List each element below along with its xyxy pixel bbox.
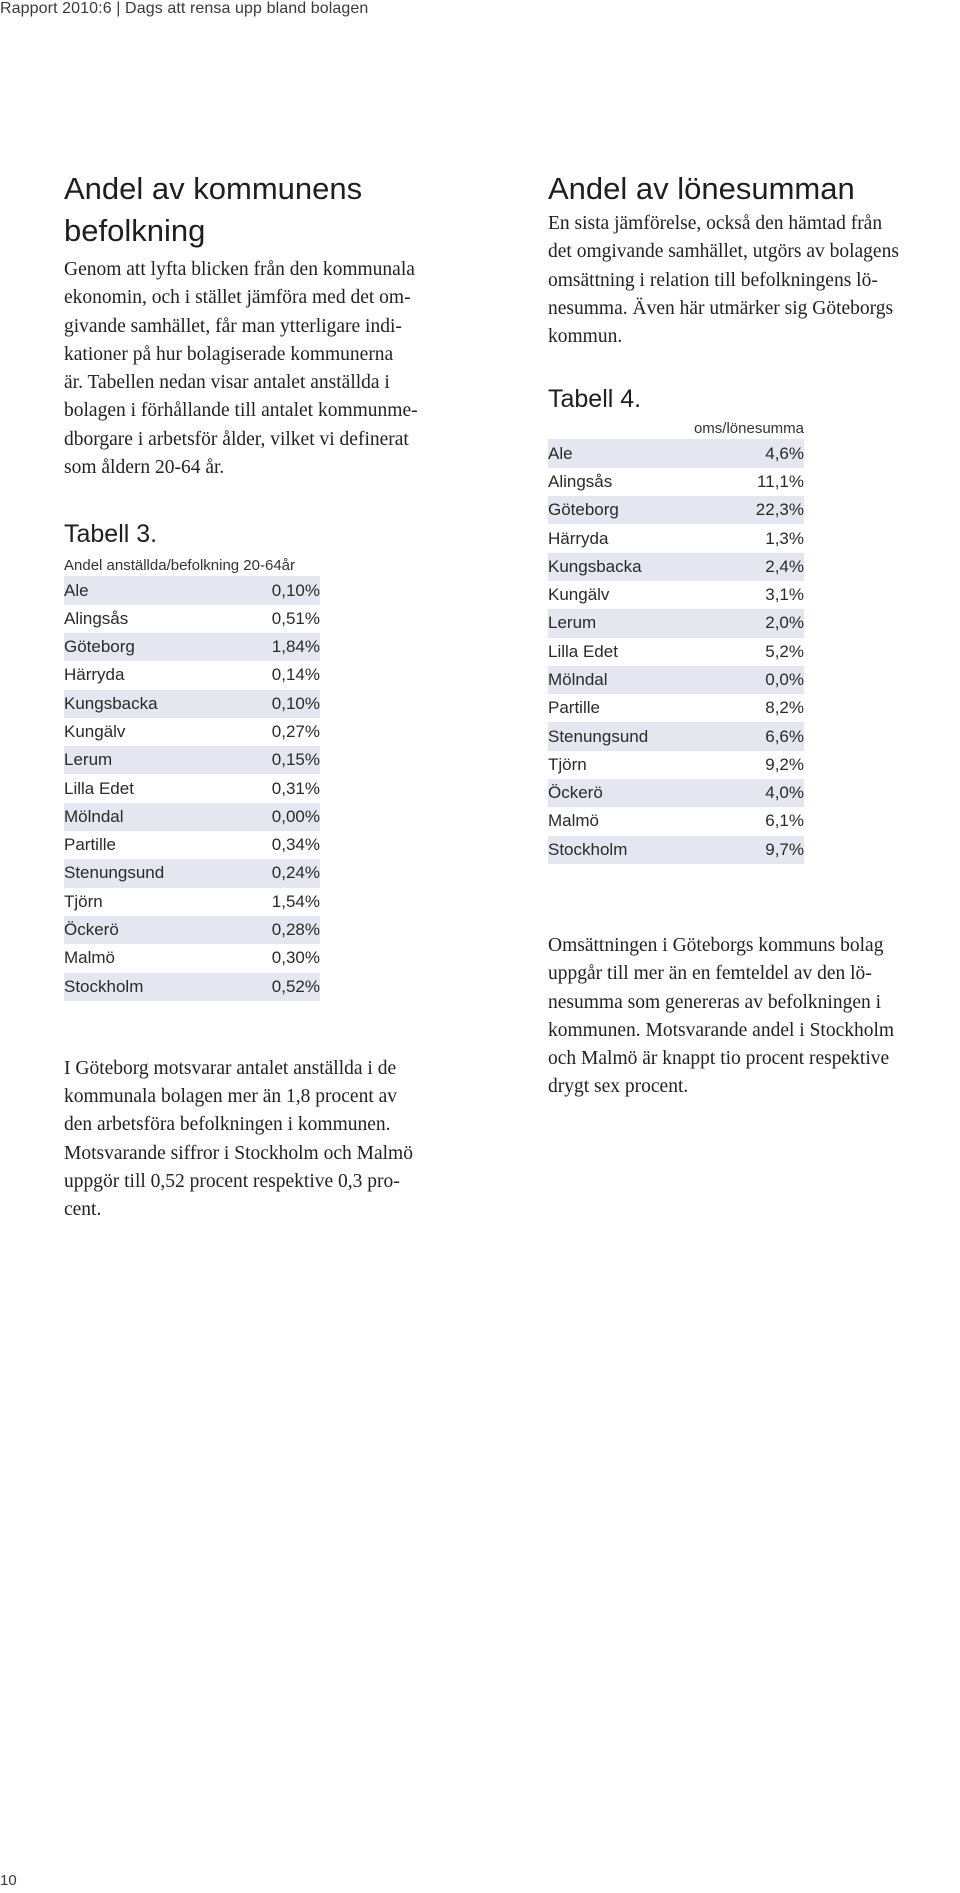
intro-paragraph-right xyxy=(548,210,948,351)
municipality-cell: Stockholm xyxy=(548,836,708,864)
text-line: kommunen. Motsvarande andel i Stockholm xyxy=(548,1019,895,1041)
text-line: cent. xyxy=(64,1199,102,1221)
value-cell: 0,24% xyxy=(224,859,320,887)
value-cell: 0,30% xyxy=(271,948,320,968)
table-row xyxy=(548,666,804,694)
text-line: En sista jämförelse, också den hämtad från xyxy=(548,213,883,234)
value-cell: 11,1% xyxy=(757,471,804,491)
value-cell: 0,34% xyxy=(271,835,320,855)
left-column xyxy=(64,168,484,1225)
table-row xyxy=(64,605,320,633)
municipality-cell: Partille xyxy=(548,698,600,718)
value-cell: 0,51% xyxy=(271,608,320,628)
table-row xyxy=(548,524,804,552)
value-cell: 6,1% xyxy=(765,811,804,831)
table-row xyxy=(548,779,804,807)
table-3 xyxy=(64,576,320,1000)
municipality-cell: Alingsås xyxy=(64,608,129,628)
value-cell: 0,10% xyxy=(224,576,320,604)
municipality-cell: Kungsbacka xyxy=(548,553,708,581)
table-4-title: Tabell 4. xyxy=(548,385,642,414)
municipality-cell: Ale xyxy=(548,439,708,467)
table-row xyxy=(64,916,320,944)
municipality-cell: Malmö xyxy=(548,811,600,831)
table-row xyxy=(64,661,320,689)
municipality-cell: Öckerö xyxy=(548,779,708,807)
text-line: Genom att lyfta blicken från den kommunala xyxy=(64,259,415,280)
table-4-caption: oms/lönesumma xyxy=(693,420,804,438)
table-row xyxy=(64,690,320,718)
municipality-cell: Stenungsund xyxy=(64,859,224,887)
municipality-cell: Alingsås xyxy=(548,471,613,491)
table-row xyxy=(548,553,804,581)
text-line: givande samhället, får man ytterligare indi- xyxy=(64,315,402,337)
municipality-cell: Kungälv xyxy=(548,585,610,605)
text-line: I Göteborg motsvarar antalet anställda i de xyxy=(64,1057,397,1079)
value-cell: 8,2% xyxy=(765,698,804,718)
value-cell: 3,1% xyxy=(765,585,804,605)
page-number: 10 xyxy=(0,1872,17,1889)
table-row xyxy=(64,803,320,831)
value-cell: 2,4% xyxy=(708,553,804,581)
value-cell: 4,6% xyxy=(708,439,804,467)
closing-paragraph-right xyxy=(548,932,948,1102)
text-line: drygt sex procent. xyxy=(548,1076,689,1098)
table-row xyxy=(64,888,320,916)
table-row xyxy=(548,439,804,467)
table-row xyxy=(548,496,804,524)
text-line: nesumma som genereras av befolkningen i xyxy=(548,991,882,1013)
text-line: uppgår till mer än en femteldel av den lö- xyxy=(548,963,872,985)
table-row xyxy=(548,638,804,666)
table-row xyxy=(548,751,804,779)
value-cell: 5,2% xyxy=(765,641,804,661)
table-row xyxy=(64,859,320,887)
value-cell: 9,2% xyxy=(765,754,804,774)
value-cell: 1,3% xyxy=(765,528,804,548)
municipality-cell: Malmö xyxy=(64,948,116,968)
municipality-cell: Härryda xyxy=(64,665,125,685)
table-row xyxy=(64,973,320,1001)
text-line: är. Tabellen nedan visar antalet anställda i xyxy=(64,372,390,394)
municipality-cell: Göteborg xyxy=(64,633,224,661)
table-row xyxy=(548,609,804,637)
text-line: det omgivande samhället, utgörs av bolagens xyxy=(548,241,899,263)
text-line: bolagen i förhållande till antalet kommunme- xyxy=(64,400,418,422)
municipality-cell: Härryda xyxy=(548,528,609,548)
municipality-cell: Tjörn xyxy=(548,754,587,774)
municipality-cell: Stenungsund xyxy=(548,722,708,750)
municipality-cell: Mölndal xyxy=(64,803,224,831)
value-cell: 0,27% xyxy=(271,722,320,741)
municipality-cell: Partille xyxy=(64,835,116,855)
value-cell: 9,7% xyxy=(708,836,804,864)
value-cell: 1,84% xyxy=(224,633,320,661)
section-heading-lonesumman: Andel av lönesumman xyxy=(548,171,855,206)
text-line: kommunala bolagen mer än 1,8 procent av xyxy=(64,1086,398,1108)
value-cell: 0,31% xyxy=(271,778,320,798)
intro-paragraph-left xyxy=(64,256,484,482)
municipality-cell: Göteborg xyxy=(548,496,708,524)
municipality-cell: Mölndal xyxy=(548,666,708,694)
right-column xyxy=(548,168,948,1102)
value-cell: 0,15% xyxy=(224,746,320,774)
municipality-cell: Lilla Edet xyxy=(548,641,618,661)
section-heading-befolkning: Andel av kommunens befolkning xyxy=(64,171,363,248)
value-cell: 6,6% xyxy=(708,722,804,750)
text-line: kationer på hur bolagiserade kommunerna xyxy=(64,343,394,365)
municipality-cell: Tjörn xyxy=(64,891,103,911)
table-row xyxy=(548,581,804,609)
value-cell: 2,0% xyxy=(708,609,804,637)
value-cell: 4,0% xyxy=(708,779,804,807)
text-line: som åldern 20-64 år. xyxy=(64,457,225,479)
municipality-cell: Lerum xyxy=(64,746,224,774)
table-row xyxy=(64,718,320,746)
table-3-title: Tabell 3. xyxy=(64,520,158,549)
value-cell: 0,28% xyxy=(224,916,320,944)
municipality-cell: Kungälv xyxy=(64,722,126,741)
value-cell: 0,52% xyxy=(224,973,320,1001)
text-line: kommun. xyxy=(548,326,623,348)
table-row xyxy=(64,746,320,774)
text-line: uppgör till 0,52 procent respektive 0,3 pro- xyxy=(64,1171,400,1193)
text-line: ekonomin, och i stället jämföra med det om- xyxy=(64,287,411,309)
value-cell: 0,10% xyxy=(224,690,320,718)
table-row xyxy=(64,944,320,972)
text-line: Motsvarande siffror i Stockholm och Malmö xyxy=(64,1142,413,1164)
value-cell: 22,3% xyxy=(708,496,804,524)
table-row xyxy=(548,807,804,835)
table-3-caption: Andel anställda/befolkning 20-64år xyxy=(64,557,295,575)
municipality-cell: Lerum xyxy=(548,609,708,637)
value-cell: 0,14% xyxy=(271,665,320,685)
value-cell: 1,54% xyxy=(271,891,320,911)
text-line: nesumma. Även här utmärker sig Göteborgs xyxy=(548,297,894,319)
municipality-cell: Kungsbacka xyxy=(64,690,224,718)
table-row xyxy=(64,576,320,604)
text-line: dborgare i arbetsför ålder, vilket vi definerat xyxy=(64,428,409,450)
running-head: Rapport 2010:6 | Dags att rensa upp bland bolagen xyxy=(0,0,369,17)
table-row xyxy=(64,831,320,859)
municipality-cell: Öckerö xyxy=(64,916,224,944)
table-row xyxy=(548,468,804,496)
municipality-cell: Stockholm xyxy=(64,973,224,1001)
table-row xyxy=(548,836,804,864)
value-cell: 0,0% xyxy=(708,666,804,694)
table-4 xyxy=(548,439,804,863)
text-line: omsättning i relation till befolkningens lö- xyxy=(548,269,878,291)
municipality-cell: Lilla Edet xyxy=(64,778,134,798)
text-line: och Malmö är knappt tio procent respektive xyxy=(548,1048,890,1070)
value-cell: 0,00% xyxy=(224,803,320,831)
table-row xyxy=(548,694,804,722)
municipality-cell: Ale xyxy=(64,576,224,604)
table-row xyxy=(548,722,804,750)
closing-paragraph-left xyxy=(64,1055,484,1225)
table-row xyxy=(64,774,320,802)
text-line: Omsättningen i Göteborgs kommuns bolag xyxy=(548,934,884,956)
text-line: den arbetsföra befolkningen i kommunen. xyxy=(64,1114,391,1136)
table-row xyxy=(64,633,320,661)
